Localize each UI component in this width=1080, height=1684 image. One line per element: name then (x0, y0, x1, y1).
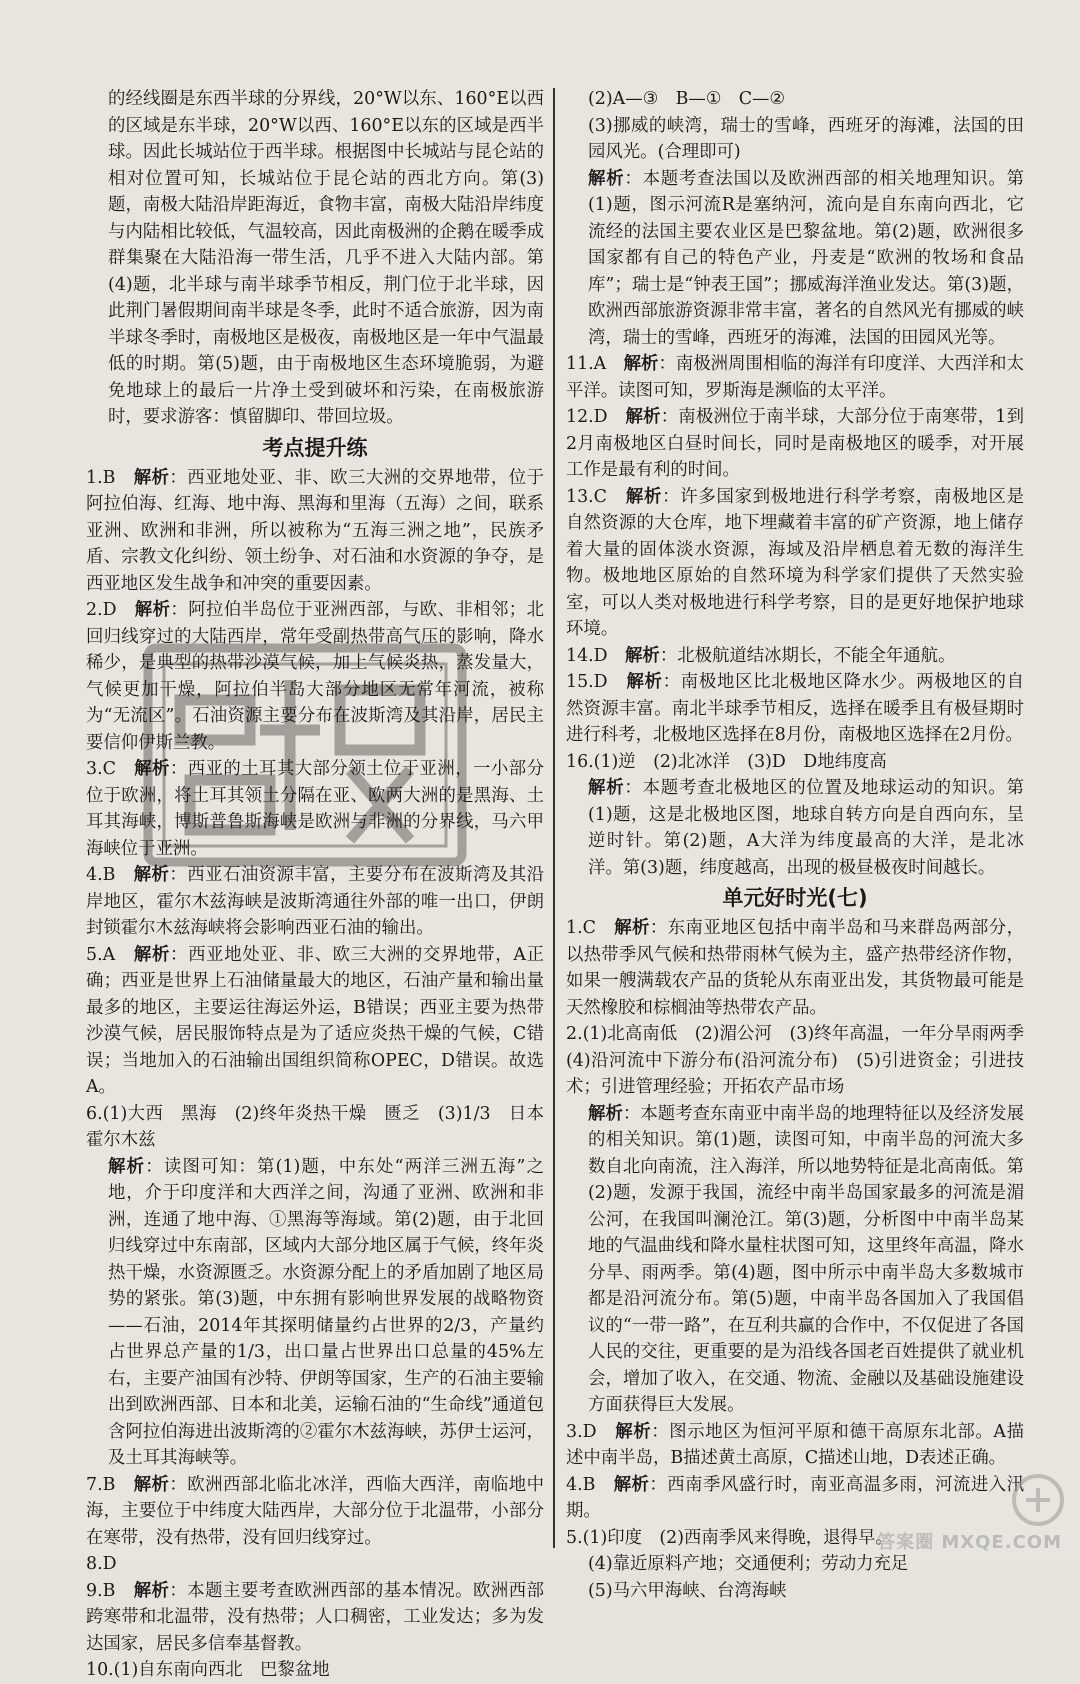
analysis-label: 解析 (133, 865, 170, 885)
item-text: ：图示地区为恒河平原和德干高原东北部。A描述中南半岛，B描述黄土高原，C描述山地，D表述正确。 (566, 1421, 1024, 1468)
item-number: 5. (566, 1527, 583, 1548)
analysis-label: 解析 (588, 1103, 623, 1124)
item-number: 2. (566, 1024, 583, 1044)
answer-item (86, 1154, 544, 1472)
analysis-label: 解析 (108, 1156, 146, 1177)
item-text: ：本题考查北极地区的位置及地球运动的知识。第(1)题，这是北极地区图，地球自转方向是自西向东，呈逆时针。第(2)题，A大洋为纬度最高的大洋，是北冰洋。第(3)题，纬度越高，出现的极昼极夜时间越长。 (588, 778, 1024, 878)
answer-item (566, 166, 1024, 352)
analysis-label: 解析 (623, 354, 659, 374)
answer-item (86, 465, 544, 598)
analysis-label: 解析 (133, 1580, 170, 1601)
item-text: ：本题考查法国以及欧洲西部的相关地理知识。第(1)题，图示河流R是塞纳河，流向是自东南向西北，它流经的法国主要农业区是巴黎盆地。第(2)题，欧洲很多国家都有自己的特色产业，丹麦是“欧洲的牧场和食品库”；瑞士是“钟表王国”；挪威海洋渔业发达。第(3)题，欧洲西部旅游资源非常丰富，著名的自然风光有挪威的峡湾，瑞士的雪峰，西班牙的海滩，法国的田园风光等。 (588, 168, 1024, 348)
item-text: ：东南亚地区包括中南半岛和马来群岛两部分，以热带季风气候和热带雨林气候为主，盛产热带经济作物，如果一艘满载农产品的货轮从东南亚出发，其货物最可能是天然橡胶和棕榈油等热带农产品。 (566, 918, 1024, 1018)
item-number: 12.D (566, 407, 608, 427)
item-number: 1.C (566, 918, 596, 938)
item-number: 4.B (566, 1474, 596, 1495)
item-text: ：南极地区比北极地区降水少。两极地区的自然资源丰富。南北半球季节相反，选择在暖季且有极昼期时进行科考，北极地区选择在8月份，南极地区选择在2月份。 (566, 672, 1024, 745)
right-answer-list-a (566, 166, 1024, 882)
answer-item (566, 1419, 1024, 1472)
analysis-label: 解析 (134, 759, 170, 779)
analysis-label: 解析 (626, 672, 663, 692)
item-text: ：本题主要考查欧洲西部的基本情况。欧洲西部跨寒带和北温带，没有热带；人口稠密，工业发达；多为发达国家，居民多信奉基督教。 (86, 1580, 544, 1654)
answer-item (86, 1101, 562, 1154)
item-number: 14.D (566, 645, 608, 666)
item-text: ：南极洲位于南半球，大部分位于南寒带，1到2月南极地区白昼时间长，同时是南极地区的暖季，对开展工作是最有利的时间。 (566, 407, 1024, 480)
answer-item (566, 404, 1024, 484)
item-text: (1)逆 (2)北冰洋 (3)D D地纬度高 (593, 751, 887, 772)
item-text: (1)大西 黑海 (2)终年炎热干燥 匮乏 (3)1/3 日本 霍尔木兹 (86, 1103, 562, 1150)
item-text: ：欧洲西部北临北冰洋，西临大西洋，南临地中海，主要位于中纬度大陆西岸，大部分位于北温带，小部分在寒带，没有热带，没有回归线穿过。 (86, 1474, 544, 1548)
analysis-label: 解析 (614, 918, 650, 938)
item-number: 15.D (566, 672, 608, 692)
answer-item (86, 1472, 544, 1552)
analysis-label: 解析 (588, 778, 625, 798)
item-number: 13.C (566, 486, 607, 507)
item-number: 2.D (86, 600, 117, 620)
analysis-label: 解析 (615, 1421, 652, 1442)
answer-item (566, 1551, 1024, 1578)
answer-item (566, 669, 1024, 749)
answer-item (566, 775, 1024, 881)
analysis-label: 解析 (133, 467, 170, 488)
item-text: ：西亚地处亚、非、欧三大洲的交界地带，A正确；西亚是世界上石油储量最大的地区，石油产量和输出量最多的地区，主要运往海运外运，B错误；西亚主要为热带沙漠气候，居民服饰特点是为了适应炎热干燥的气候，C错误；当地加入的石油输出国组织简称OPEC，D错误。故选A。 (86, 944, 544, 1097)
item-text: ：阿拉伯半岛位于亚洲西部，与欧、非相邻；北回归线穿过的大陆西岸，常年受副热带高气压的影响，降水稀少，是典型的热带沙漠气候，加上气候炎热，蒸发量大，气候更加干燥，阿拉伯半岛大部分地区无常年河流，被称为“无流区”。石油资源主要分布在波斯湾及其沿岸，居民主要信仰伊斯兰教。 (86, 600, 544, 753)
right-column (566, 86, 1042, 1604)
item-number: 3.D (566, 1421, 597, 1442)
item-number: 1.B (86, 467, 116, 488)
item-number: 16. (566, 751, 594, 772)
answer-item (566, 1101, 1024, 1419)
item-text: (4)靠近原料产地；交通便利；劳动力充足 (588, 1554, 909, 1574)
analysis-label: 解析 (613, 1474, 650, 1495)
analysis-label: 解析 (625, 407, 661, 427)
item-number: 4.B (86, 865, 116, 885)
item-number: 6. (86, 1103, 103, 1124)
answer-item (86, 1657, 544, 1684)
answer-item (86, 1551, 544, 1578)
item-text: ：北极航道结冰期长，不能全年通航。 (659, 645, 956, 666)
analysis-label: 解析 (625, 486, 663, 507)
item-number: 5.A (86, 944, 116, 965)
item-text: ：本题考查东南亚中南半岛的地理特征以及经济发展的相关知识。第(1)题，读图可知，中南半岛的河流大多数自北向南流，注入海洋，所以地势特征是北高南低。第(2)题，发源于我国，流经中南半岛国家最多的河流是湄公河，在我国叫澜沧江。第(3)题，分析图中中南半岛某地的气温曲线和降水量柱状图可知，这里终年高温，降水分旱、雨两季。第(4)题，图中所示中南半岛大多数城市都是沿河流分布。第(5)题，中南半岛各国加入了我国倡议的“一带一路”，在互利共赢的合作中，不仅促进了各国人民的交往，更重要的是为沿线各国老百姓提供了就业机会，增加了收入，在交通、物流、金融以及基础设施建设方面获得巨大发展。 (588, 1103, 1024, 1415)
item-number: 8.D (86, 1554, 117, 1574)
answer-item (86, 862, 544, 942)
answer-item (566, 749, 1024, 776)
answer-item (566, 1578, 1024, 1605)
answer-item (566, 351, 1024, 404)
item-text: (1)印度 (2)西南季风来得晚，退得早。 (582, 1527, 893, 1548)
item-text: ：西南季风盛行时，南亚高温多雨，河流进入汛期。 (566, 1474, 1024, 1521)
item-text: ：西亚石油资源丰富，主要分布在波斯湾及其沿岸地区，霍尔木兹海峡是波斯湾通往外部的唯一出口，伊朗封锁霍尔木兹海峡将会影响西亚石油的输出。 (86, 865, 544, 938)
item-text: ：许多国家到极地进行科学考察，南极地区是自然资源的大仓库，地下埋藏着丰富的矿产资源，地上储存着大量的固体淡水资源，海域及沿岸栖息着无数的海洋生物。极地地区原始的自然环境为科学家们提供了天然实验室，可以人类对极地进行科学考察，目的是更好地保护地球环境。 (566, 486, 1024, 639)
analysis-label: 解析 (133, 1474, 170, 1495)
item-text: ：西亚的土耳其大部分领土位于亚洲，一小部分位于欧洲，将土耳其领土分隔在亚、欧两大洲的是黑海、土耳其海峡，博斯普鲁斯海峡是欧洲与非洲的分界线，马六甲海峡位于亚洲。 (86, 759, 544, 859)
analysis-label: 解析 (588, 168, 625, 189)
answer-item (566, 643, 1024, 670)
watermark-text: 答案圈 MXQE.COM (877, 1532, 1062, 1553)
item-text: ：读图可知：第(1)题，中东处“两洋三洲五海”之地，介于印度洋和大西洋之间，沟通了亚洲、欧洲和非洲，连通了地中海、①黑海等海域。第(2)题，由于北回归线穿过中东南部，区域内大部分地区属于气候，终年炎热干燥，水资源匮乏。水资源分配上的矛盾加剧了地区局势的紧张。第(3)题，中东拥有影响世界发展的战略物资——石油，2014年其探明储量约占世界的2/3，产量约占世界总产量的1/3，出口量占世界出口总量的45%左右，主要产油国有沙特、伊朗等国家，生产的石油主要输出到欧洲西部、日本和北美，运输石油的“生命线”通道包含阿拉伯海进出波斯湾的②霍尔木兹海峡，苏伊士运河，及土耳其海峡等。 (108, 1156, 544, 1468)
item-text: ：南极洲周围相临的海洋有印度洋、大西洋和太平洋。读图可知，罗斯海是濒临的太平洋。 (566, 354, 1024, 401)
item-number: 7.B (86, 1474, 116, 1495)
column-divider (553, 88, 555, 1548)
item-text: (1)北高南低 (2)湄公河 (3)终年高温，一年分旱雨两季 (4)沿河流中下游分布(沿河流分布) (5)引进资金；引进技术；引进管理经验；开拓农产品市场 (566, 1024, 1042, 1097)
analysis-label: 解析 (625, 645, 660, 666)
answer-line: (2)A—③ B—① C—② (588, 89, 786, 109)
item-number: 10. (86, 1660, 114, 1680)
section-heading-unit: 单元好时光(七) (722, 886, 868, 910)
answer-line: (3)挪威的峡湾，瑞士的雪峰，西班牙的海滩，法国的田园风光。(合理即可) (588, 115, 1024, 162)
answer-item (566, 915, 1024, 1021)
answer-item (86, 1578, 544, 1658)
analysis-label: 解析 (134, 600, 171, 620)
analysis-label: 解析 (133, 944, 171, 965)
item-number: 3.C (86, 759, 116, 779)
item-text: ：西亚地处亚、非、欧三大洲的交界地带，位于阿拉伯海、红海、地中海、黑海和里海（五海）之间，联系亚洲、欧洲和非洲，所以被称为“五海三洲之地”，民族矛盾、宗教文化纠纷、领土纷争、对石油和水资源的争夺，是西亚地区发生战争和冲突的重要因素。 (86, 467, 544, 594)
item-text: (5)马六甲海峡、台湾海峡 (588, 1580, 787, 1601)
section-heading-kaodian: 考点提升练 (262, 435, 368, 460)
intro-paragraph: 的经线圈是东西半球的分界线，20°W以东、160°E以西的区域是东半球，20°W以西、160°E以东的区域是西半球。因此长城站位于西半球。根据图中长城站与昆仑站的相对位置可知，长城站位于昆仑站的西北方向。第(3)题，南极大陆沿岸距海近，食物丰富，南极大陆沿岸纬度与内陆相比较低，气温较高，因此南极洲的企鹅在暖季成群集聚在大陆沿海一带生活，几乎不进入大陆内部。第(4)题，北半球与南半球季节相反，荆门位于北半球，因此荆门暑假期间南半球是冬季，此时不适合旅游，因为南半球冬季时，南极地区是极夜，南极地区是一年中气温最低的时期。第(5)题，由于南极地区生态环境脆弱，为避免地球上的最后一片净土受到破坏和污染，在南极旅游时，要求游客：慎留脚印、带回垃圾。 (108, 89, 544, 427)
item-number: 11.A (566, 354, 607, 374)
answer-item (566, 1021, 1042, 1101)
item-text: (1)自东南向西北 巴黎盆地 (113, 1660, 330, 1680)
stamp-seal (140, 640, 470, 870)
left-column (86, 86, 562, 1684)
answer-item (566, 484, 1024, 643)
item-number: 9.B (86, 1580, 116, 1601)
answer-item (86, 942, 544, 1101)
